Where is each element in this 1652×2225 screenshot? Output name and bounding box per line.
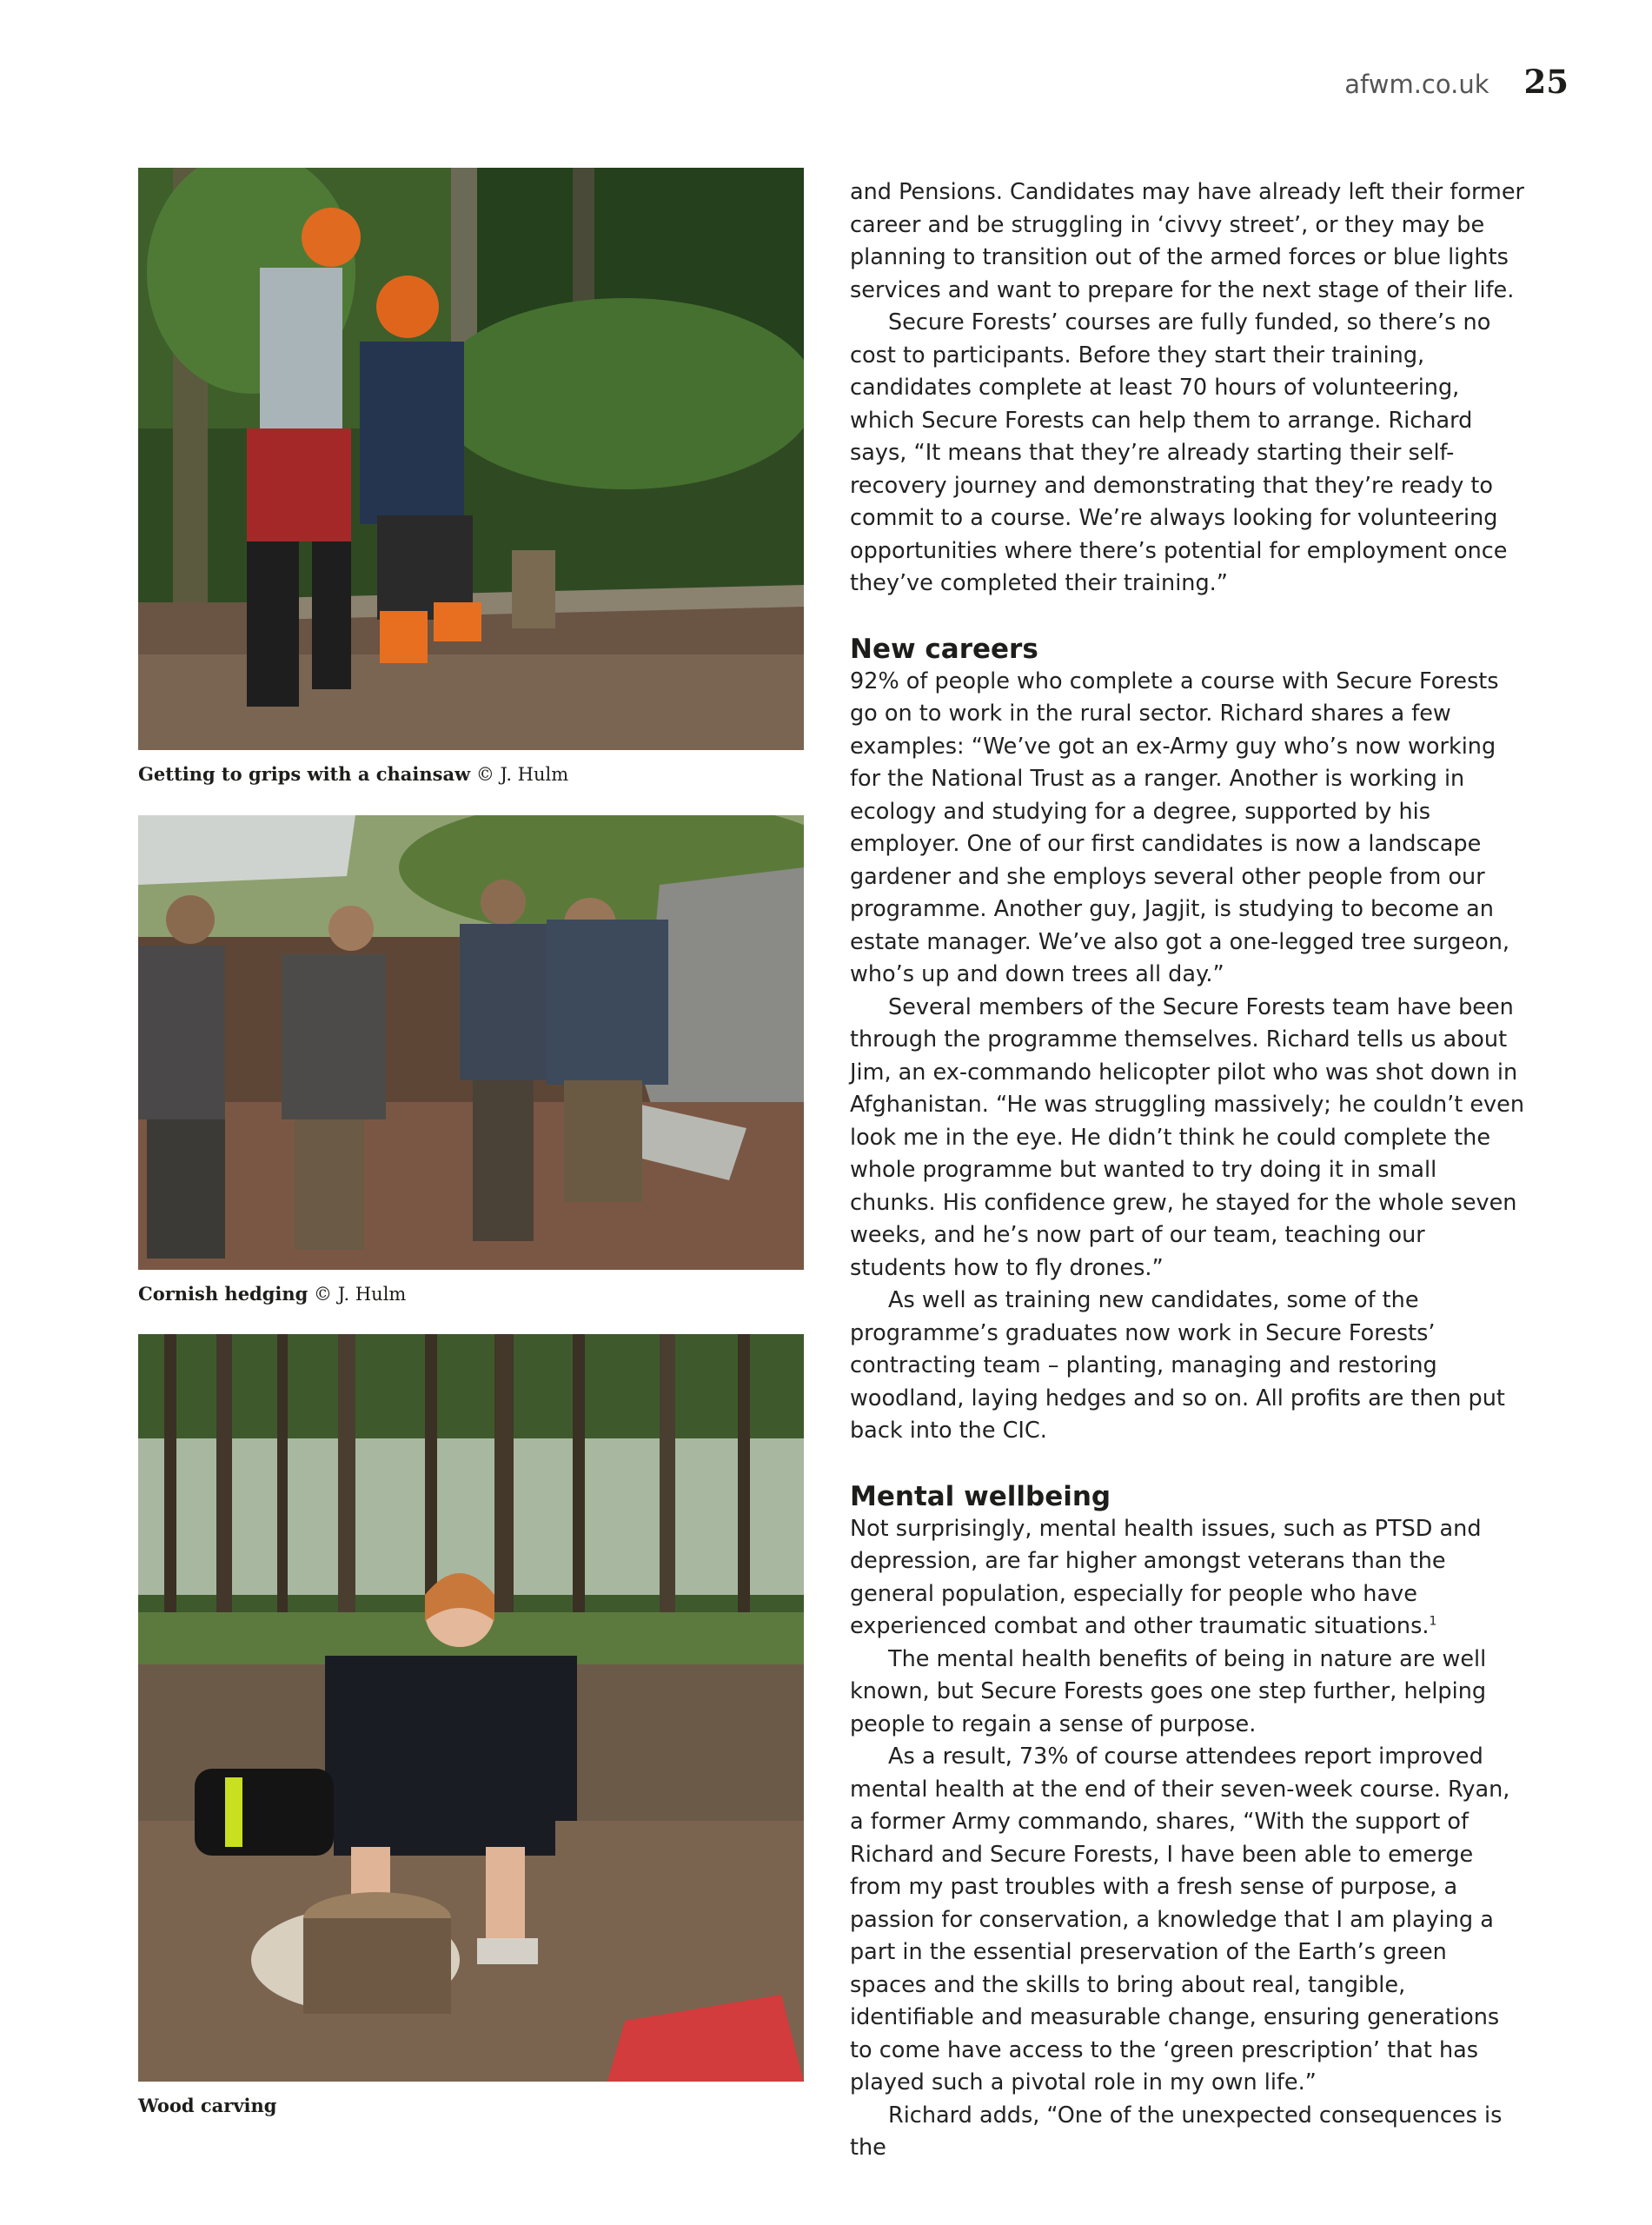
photo-wood-carving bbox=[138, 1334, 804, 2082]
photo-cornish-hedging bbox=[138, 815, 804, 1270]
section-heading-mental-wellbeing: Mental wellbeing bbox=[850, 1480, 1111, 1512]
caption-chainsaw bbox=[138, 763, 568, 785]
article-column bbox=[850, 176, 1528, 2165]
caption-title: Getting to grips with a chainsaw bbox=[138, 763, 471, 785]
caption-title: Wood carving bbox=[138, 2095, 277, 2116]
caption-credit: © J. Hulm bbox=[314, 1284, 407, 1305]
paragraph: As a result, 73% of course attendees report improved mental health at the end of their seven-week course. Ryan, a former Army commando, shares, “With the support of Richard and Secure Forests, I have been able to emerge from my past troubles with a fresh sense of purpose, a passion for conservation, a knowledge that I am playing a part in the essential preservation of the Earth’s green spaces and the skills to bring about real, tangible, identifiable and measurable change, ensuring generations to come have access to the ‘green prescription’ that has played such a pivotal role in my own life.” bbox=[850, 1743, 1510, 2095]
section-heading-new-careers: New careers bbox=[850, 633, 1038, 665]
caption-title: Cornish hedging bbox=[138, 1283, 309, 1305]
paragraph: Richard adds, “One of the unexpected consequences is the bbox=[850, 2102, 1503, 2161]
paragraph: 92% of people who complete a course with Secure Forests go on to work in the rural sector. Richard shares a few examples: “We’ve got an ex-Army guy who’s now working for the National Trust as a ranger. Another is working in ecology and studying for a degree, supported by his employer. One of our first candidates is now a landscape gardener and she employs several other people from our programme. Another guy, Jagjit, is studying to become an estate manager. We’ve also got a one-legged tree surgeon, who’s up and down trees all day.” bbox=[850, 668, 1510, 987]
paragraph: Secure Forests’ courses are fully funded, so there’s no cost to participants. Before they start their training, candidates complete at least 70 hours of volunteering, which Secure Forests can help them to arrange. Richard says, “It means that they’re already starting their self-recovery journey and demonstrating that they’re ready to commit to a course. We’re always looking for volunteering opportunities where there’s potential for employment once they’ve completed their training.” bbox=[850, 309, 1508, 596]
page-header bbox=[1344, 63, 1569, 101]
caption-wood-carving bbox=[138, 2095, 276, 2116]
page-number: 25 bbox=[1523, 63, 1569, 101]
photo-chainsaw bbox=[138, 168, 804, 750]
paragraph-with-footnote bbox=[850, 1513, 1528, 1644]
footnote-ref: 1 bbox=[1429, 1614, 1437, 1629]
paragraph-text: Not surprisingly, mental health issues, such as PTSD and depression, are far higher amongst veterans than the general population, especially for people who have experienced combat and other traumatic situations. bbox=[850, 1515, 1482, 1639]
caption-credit: © J. Hulm bbox=[475, 764, 569, 785]
caption-cornish-hedging bbox=[138, 1283, 406, 1305]
paragraph: and Pensions. Candidates may have already left their former career and be struggling in ‘civvy street’, or they may be planning to transition out of the armed forces or blue lights services and want to prepare for the next stage of their life. bbox=[850, 179, 1525, 303]
paragraph: As well as training new candidates, some of the programme’s graduates now work in Secure Forests’ contracting team – planting, managing and restoring woodland, laying hedges and so on. All profits are then put back into the CIC. bbox=[850, 1287, 1505, 1444]
paragraph: Several members of the Secure Forests team have been through the programme themselves. Richard tells us about Jim, an ex-commando helicopter pilot who was shot down in Afghanistan. “He was struggling massively; he couldn’t even look me in the eye. He didn’t think he could complete the whole programme but wanted to try doing it in small chunks. His confidence grew, he stayed for the whole seven weeks, and he’s now part of our team, teaching our students how to fly drones.” bbox=[850, 993, 1524, 1281]
paragraph: The mental health benefits of being in nature are well known, but Secure Forests goes one step further, helping people to regain a sense of purpose. bbox=[850, 1645, 1487, 1737]
site-url: afwm.co.uk bbox=[1344, 70, 1489, 99]
